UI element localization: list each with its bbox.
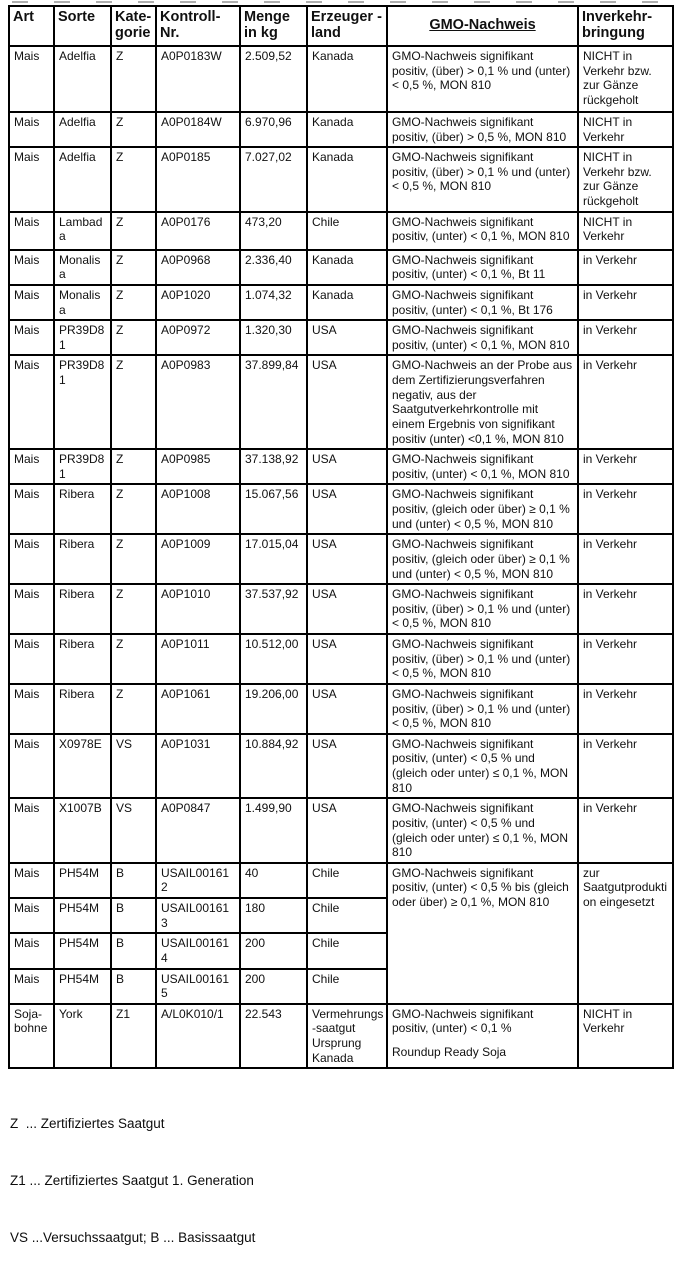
table-row: [9, 250, 673, 285]
cell-erzeugerland: Kanada: [307, 147, 387, 212]
cell-sorte: PR39D81: [54, 449, 111, 484]
table-body: [9, 46, 673, 1068]
legend-line-vs-b: VS ...Versuchssaatgut; B ... Basissaatgut: [10, 1230, 256, 1246]
cell-kategorie: B: [111, 898, 156, 933]
cell-sorte: Adelfia: [54, 112, 111, 147]
cell-inverkehrbringung: in Verkehr: [578, 684, 673, 734]
cell-sorte: York: [54, 1004, 111, 1069]
col-header-sorte: Sorte: [54, 6, 111, 46]
cell-gmo-nachweis: GMO-Nachweis signifikant positiv, (unter) < 0,1 %, MON 810: [387, 212, 578, 250]
cell-art: Mais: [9, 863, 54, 898]
cell-inverkehrbringung: in Verkehr: [578, 449, 673, 484]
cell-sorte: Ribera: [54, 634, 111, 684]
col-header-inverkehrbringung: Inverkehr-bringung: [578, 6, 673, 46]
cell-kategorie: Z: [111, 355, 156, 449]
cell-art: Mais: [9, 898, 54, 933]
cell-erzeugerland: Kanada: [307, 250, 387, 285]
cell-inverkehrbringung: NICHT in Verkehr: [578, 1004, 673, 1069]
cell-sorte: PH54M: [54, 969, 111, 1004]
cell-erzeugerland: USA: [307, 684, 387, 734]
cell-kategorie: Z: [111, 250, 156, 285]
cell-gmo-nachweis: GMO-Nachweis signifikant positiv, (unter) < 0,5 % und (gleich oder unter) ≤ 0,1 %, MON 810: [387, 734, 578, 799]
cell-erzeugerland: USA: [307, 355, 387, 449]
cell-menge: 37.138,92: [240, 449, 307, 484]
cell-kategorie: B: [111, 933, 156, 968]
cell-art: Mais: [9, 449, 54, 484]
table-row: [9, 1004, 673, 1069]
cell-erzeugerland: Kanada: [307, 285, 387, 320]
cell-menge: 2.336,40: [240, 250, 307, 285]
cell-gmo-nachweis: GMO-Nachweis signifikant positiv, (über) > 0,5 %, MON 810: [387, 112, 578, 147]
cell-art: Mais: [9, 969, 54, 1004]
cell-kontroll-nr: A0P0184W: [156, 112, 240, 147]
cell-kontroll-nr: USAIL001614: [156, 933, 240, 968]
cell-art: Mais: [9, 212, 54, 250]
table-row: [9, 320, 673, 355]
cell-art: Mais: [9, 484, 54, 534]
cell-menge: 19.206,00: [240, 684, 307, 734]
cell-sorte: Ribera: [54, 534, 111, 584]
cell-menge: 7.027,02: [240, 147, 307, 212]
cell-kategorie: Z: [111, 285, 156, 320]
cell-erzeugerland: USA: [307, 320, 387, 355]
cell-erzeugerland: USA: [307, 484, 387, 534]
col-header-menge: Menge in kg: [240, 6, 307, 46]
cell-erzeugerland: USA: [307, 534, 387, 584]
cell-erzeugerland: Kanada: [307, 112, 387, 147]
table-row: [9, 285, 673, 320]
cell-kontroll-nr: A0P0183W: [156, 46, 240, 112]
cell-erzeugerland: Chile: [307, 898, 387, 933]
cell-gmo-nachweis: GMO-Nachweis signifikant positiv, (über) > 0,1 % und (unter) < 0,5 %, MON 810: [387, 584, 578, 634]
cell-sorte: X0978E: [54, 734, 111, 799]
cell-inverkehrbringung: in Verkehr: [578, 734, 673, 799]
cell-erzeugerland: USA: [307, 449, 387, 484]
gmo-text: GMO-Nachweis signifikant positiv, (unter) < 0,1 %: [392, 1006, 534, 1036]
cell-inverkehrbringung: NICHT in Verkehr bzw. zur Gänze rückgeholt: [578, 147, 673, 212]
cell-menge: 180: [240, 898, 307, 933]
col-header-kontroll-nr: Kontroll-Nr.: [156, 6, 240, 46]
col-header-kategorie: Kate-gorie: [111, 6, 156, 46]
cell-inverkehrbringung: in Verkehr: [578, 798, 673, 863]
cell-menge: 1.320,30: [240, 320, 307, 355]
cell-kontroll-nr: A0P0972: [156, 320, 240, 355]
cell-kontroll-nr: A0P0176: [156, 212, 240, 250]
cell-gmo-nachweis: GMO-Nachweis signifikant positiv, (über) > 0,1 % und (unter) < 0,5 %, MON 810: [387, 147, 578, 212]
cell-sorte: Ribera: [54, 584, 111, 634]
cell-sorte: X1007B: [54, 798, 111, 863]
cell-kategorie: Z: [111, 584, 156, 634]
cell-art: Mais: [9, 798, 54, 863]
cell-kategorie: Z: [111, 449, 156, 484]
cell-erzeugerland: Chile: [307, 933, 387, 968]
cell-kontroll-nr: A0P1008: [156, 484, 240, 534]
cell-kontroll-nr: A0P1061: [156, 684, 240, 734]
cell-inverkehrbringung: NICHT in Verkehr bzw. zur Gänze rückgeholt: [578, 46, 673, 112]
cell-menge: 10.512,00: [240, 634, 307, 684]
cell-art: Mais: [9, 46, 54, 112]
cell-kategorie: Z: [111, 212, 156, 250]
cell-menge: 22.543: [240, 1004, 307, 1069]
cell-sorte: PR39D81: [54, 355, 111, 449]
table-row: [9, 449, 673, 484]
cell-art: Mais: [9, 320, 54, 355]
cell-kontroll-nr: A0P0847: [156, 798, 240, 863]
cell-inverkehrbringung: in Verkehr: [578, 634, 673, 684]
cell-gmo-nachweis: GMO-Nachweis signifikant positiv, (über) > 0,1 % und (unter) < 0,5 %, MON 810: [387, 634, 578, 684]
cell-gmo-nachweis-merged: GMO-Nachweis signifikant positiv, (unter) < 0,5 % bis (gleich oder über) ≥ 0,1 %, MON 810: [387, 863, 578, 1004]
cell-menge: 40: [240, 863, 307, 898]
table-header: [9, 6, 673, 46]
cell-kontroll-nr: A0P1009: [156, 534, 240, 584]
cell-kategorie: B: [111, 863, 156, 898]
cell-kategorie: Z1: [111, 1004, 156, 1069]
cell-gmo-nachweis: GMO-Nachweis signifikant positiv, (gleich oder über) ≥ 0,1 % und (unter) < 0,5 %, MON 810: [387, 484, 578, 534]
cell-kategorie: VS: [111, 734, 156, 799]
cell-kontroll-nr: USAIL001613: [156, 898, 240, 933]
cell-kategorie: Z: [111, 534, 156, 584]
cell-sorte: Ribera: [54, 484, 111, 534]
cell-kategorie: Z: [111, 46, 156, 112]
cell-art: Mais: [9, 112, 54, 147]
cell-erzeugerland: Chile: [307, 969, 387, 1004]
cell-inverkehrbringung: in Verkehr: [578, 250, 673, 285]
cell-kategorie: Z: [111, 320, 156, 355]
table-row: [9, 46, 673, 112]
cell-art: Mais: [9, 285, 54, 320]
cell-kontroll-nr: A0P0185: [156, 147, 240, 212]
table-row: [9, 534, 673, 584]
cell-kategorie: B: [111, 969, 156, 1004]
cell-menge: 1.074,32: [240, 285, 307, 320]
cell-erzeugerland: Kanada: [307, 46, 387, 112]
cell-kontroll-nr: A0P0968: [156, 250, 240, 285]
cell-sorte: Adelfia: [54, 147, 111, 212]
cell-art: Mais: [9, 734, 54, 799]
cell-kontroll-nr: A0P1031: [156, 734, 240, 799]
col-header-gmo-nachweis: GMO-Nachweis: [387, 6, 578, 46]
cell-kontroll-nr: USAIL001615: [156, 969, 240, 1004]
cell-erzeugerland: USA: [307, 734, 387, 799]
cell-kontroll-nr: A0P0983: [156, 355, 240, 449]
cell-sorte: PH54M: [54, 933, 111, 968]
scan-artifact: [12, 1, 660, 3]
cell-menge: 200: [240, 933, 307, 968]
cell-gmo-nachweis: GMO-Nachweis signifikant positiv, (über) > 0,1 % und (unter) < 0,5 %, MON 810: [387, 684, 578, 734]
gmo-seed-table: [8, 5, 674, 1069]
cell-inverkehrbringung: in Verkehr: [578, 285, 673, 320]
cell-kategorie: Z: [111, 484, 156, 534]
cell-art: Mais: [9, 634, 54, 684]
legend: [10, 1076, 672, 1285]
table-row: [9, 684, 673, 734]
cell-menge: 37.537,92: [240, 584, 307, 634]
table-row: [9, 112, 673, 147]
cell-menge: 473,20: [240, 212, 307, 250]
table-row: [9, 484, 673, 534]
cell-kontroll-nr: A/L0K010/1: [156, 1004, 240, 1069]
cell-art: Mais: [9, 584, 54, 634]
cell-gmo-nachweis: GMO-Nachweis an der Probe aus dem Zertifizierungsverfahren negativ, aus der Saatgutverkehrkontrolle mit einem Ergebnis von signifikant positiv (unter) <0,1 %, MON 810: [387, 355, 578, 449]
table-row: [9, 634, 673, 684]
cell-gmo-nachweis: GMO-Nachweis signifikant positiv, (unter) < 0,1 %, MON 810: [387, 320, 578, 355]
table-row: [9, 863, 673, 898]
cell-erzeugerland: USA: [307, 634, 387, 684]
table-row: [9, 734, 673, 799]
cell-gmo-nachweis: GMO-Nachweis signifikant positiv, (unter) < 0,5 % und (gleich oder unter) ≤ 0,1 %, MON 810: [387, 798, 578, 863]
col-header-erzeugerland: Erzeuger -land: [307, 6, 387, 46]
table-row: [9, 798, 673, 863]
cell-inverkehrbringung: in Verkehr: [578, 534, 673, 584]
cell-gmo-nachweis: GMO-Nachweis signifikant positiv, (gleich oder über) ≥ 0,1 % und (unter) < 0,5 %, MON 810: [387, 534, 578, 584]
cell-inverkehrbringung: in Verkehr: [578, 484, 673, 534]
table-row: [9, 212, 673, 250]
cell-gmo-nachweis: [387, 1004, 578, 1069]
cell-kategorie: Z: [111, 147, 156, 212]
cell-kontroll-nr: A0P1010: [156, 584, 240, 634]
cell-sorte: PR39D81: [54, 320, 111, 355]
cell-inverkehrbringung: NICHT in Verkehr: [578, 212, 673, 250]
cell-kontroll-nr: USAIL001612: [156, 863, 240, 898]
cell-erzeugerland: Chile: [307, 212, 387, 250]
cell-gmo-nachweis: GMO-Nachweis signifikant positiv, (unter) < 0,1 %, MON 810: [387, 449, 578, 484]
cell-kontroll-nr: A0P1020: [156, 285, 240, 320]
cell-sorte: Adelfia: [54, 46, 111, 112]
cell-sorte: PH54M: [54, 898, 111, 933]
cell-menge: 1.499,90: [240, 798, 307, 863]
legend-line-z1: Z1 ... Zertifiziertes Saatgut 1. Generation: [10, 1173, 254, 1189]
cell-art: Mais: [9, 147, 54, 212]
table-row: [9, 355, 673, 449]
cell-gmo-nachweis: GMO-Nachweis signifikant positiv, (unter) < 0,1 %, Bt 11: [387, 250, 578, 285]
cell-menge: 17.015,04: [240, 534, 307, 584]
cell-kategorie: Z: [111, 634, 156, 684]
cell-sorte: Ribera: [54, 684, 111, 734]
cell-inverkehrbringung-merged: zur Saatgutproduktion eingesetzt: [578, 863, 673, 1004]
cell-inverkehrbringung: in Verkehr: [578, 355, 673, 449]
cell-kontroll-nr: A0P1011: [156, 634, 240, 684]
cell-inverkehrbringung: in Verkehr: [578, 584, 673, 634]
cell-art: Mais: [9, 933, 54, 968]
cell-sorte: Lambada: [54, 212, 111, 250]
cell-erzeugerland: USA: [307, 584, 387, 634]
cell-kategorie: VS: [111, 798, 156, 863]
cell-menge: 15.067,56: [240, 484, 307, 534]
cell-menge: 10.884,92: [240, 734, 307, 799]
cell-art: Mais: [9, 684, 54, 734]
legend-line-z: Z ... Zertifiziertes Saatgut: [10, 1116, 165, 1132]
cell-art: Mais: [9, 250, 54, 285]
cell-inverkehrbringung: NICHT in Verkehr: [578, 112, 673, 147]
cell-gmo-nachweis: GMO-Nachweis signifikant positiv, (unter) < 0,1 %, Bt 176: [387, 285, 578, 320]
cell-art: Mais: [9, 534, 54, 584]
cell-kategorie: Z: [111, 684, 156, 734]
cell-inverkehrbringung: in Verkehr: [578, 320, 673, 355]
table-row: [9, 147, 673, 212]
col-header-art: Art: [9, 6, 54, 46]
cell-menge: 37.899,84: [240, 355, 307, 449]
cell-sorte: Monalisa: [54, 250, 111, 285]
cell-menge: 6.970,96: [240, 112, 307, 147]
cell-sorte: Monalisa: [54, 285, 111, 320]
cell-sorte: PH54M: [54, 863, 111, 898]
cell-erzeugerland: Vermehrungs -saatgut Ursprung Kanada: [307, 1004, 387, 1069]
cell-menge: 2.509,52: [240, 46, 307, 112]
cell-erzeugerland: Chile: [307, 863, 387, 898]
table-row: [9, 584, 673, 634]
header-row: [9, 6, 673, 46]
cell-menge: 200: [240, 969, 307, 1004]
cell-kontroll-nr: A0P0985: [156, 449, 240, 484]
cell-gmo-nachweis: GMO-Nachweis signifikant positiv, (über) > 0,1 % und (unter) < 0,5 %, MON 810: [387, 46, 578, 112]
cell-erzeugerland: USA: [307, 798, 387, 863]
cell-art: Soja-bohne: [9, 1004, 54, 1069]
cell-art: Mais: [9, 355, 54, 449]
cell-kategorie: Z: [111, 112, 156, 147]
gmo-subtext: Roundup Ready Soja: [392, 1045, 507, 1059]
